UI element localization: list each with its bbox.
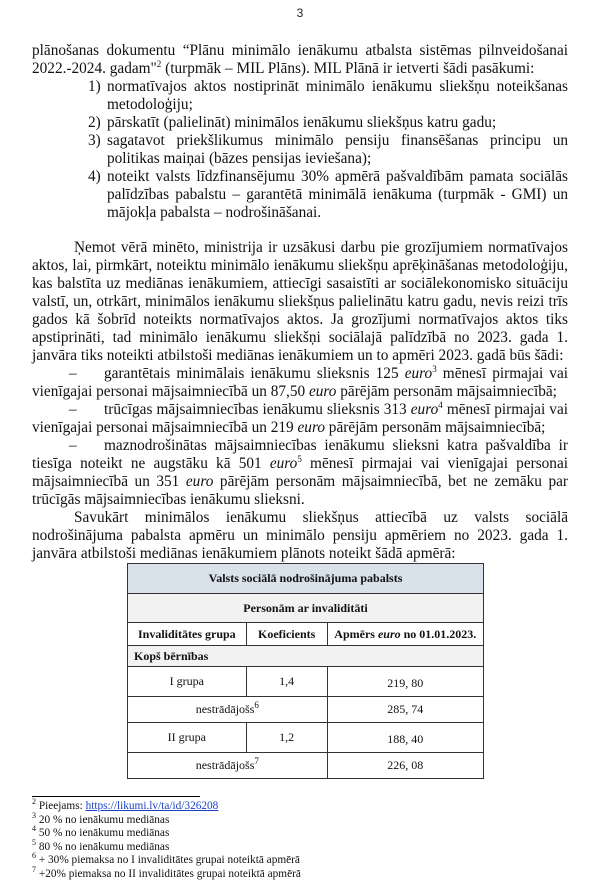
footnote-ref[interactable]: 6: [254, 700, 259, 710]
threshold-item: – trūcīgas mājsaimniecības ienākumu slieksnis 313 euro$^4$ mēnesī pirmajai vai vienīgajai personai mājsaimniecībā un 219 euro pārējām personām mājsaimniecībā;: [32, 399, 568, 436]
cell-label: nestrādājošs$^7$: [128, 753, 328, 779]
list-item: 4) noteikt valsts līdzfinansējumu 30% apmērā pašvaldībām pamata sociālās palīdzības pabalstu – garantētā minimālā ienākuma (turpmāk - GMI) un mājokļa pabalsta – nodrošināšanai.: [88, 168, 568, 221]
cell-coefficient: 1,2: [246, 723, 327, 753]
document-body: [32, 42, 568, 563]
threshold-item: – maznodrošinātas mājsaimniecības ienākumu slieksni katra pašvaldība ir tiesīga noteikt ne augstāku kā 501 euro$^5$ mēnesī pirmajai vai vienīgajai personai mājsaimniecībā un 351 euro pārējām personām mājsaimniecībā, bet ne zemāku par trūcīgās mājsaimniecības ienākumu slieksni.: [32, 437, 568, 508]
cell-group: I grupa: [128, 667, 247, 697]
cell-amount: 188, 40: [327, 723, 483, 753]
footnote: $^6$ + 30% piemaksa no I invaliditātes grupai noteiktā apmērā: [32, 851, 300, 867]
footnote: $^3$ 20 % no ienākumu mediānas: [32, 810, 170, 826]
pension-paragraph: Savukārt minimālos ienākumu sliekšņus attiecībā uz valsts sociālā nodrošinājuma pabalsta apmēru un minimālo pensiju apmēriem no 2023. gada 1. janvāra atbilstoši mediānas ienākumiem plānots noteikt šādā apmērā:: [32, 509, 568, 562]
table-row: [128, 723, 484, 753]
footnote-ref[interactable]: 4: [438, 399, 443, 410]
table-row: [128, 753, 484, 779]
page-number: 3: [296, 6, 304, 20]
column-header-coefficient: Koeficients: [246, 623, 327, 646]
section-label: Kopš bērnības: [128, 646, 484, 667]
cell-amount: 285, 74: [327, 697, 483, 723]
table-row: [128, 667, 484, 697]
table-section-row: [128, 646, 484, 667]
column-header-amount: Apmērs euro no 01.01.2023.: [327, 623, 483, 646]
cell-label: nestrādājošs$^6$: [128, 697, 328, 723]
footnote: $^2$ Pieejams: https://likumi.lv/ta/id/326208: [32, 797, 219, 812]
footnote-ref[interactable]: 7: [254, 756, 259, 766]
table-subtitle: Personām ar invaliditāti: [128, 594, 484, 623]
footnote-separator: [32, 796, 200, 797]
table-title: Valsts sociālā nodrošinājuma pabalsts: [128, 564, 484, 594]
column-header-group: Invaliditātes grupa: [128, 623, 247, 646]
cell-group: II grupa: [128, 723, 247, 753]
table-subtitle-row: [128, 594, 484, 623]
list-item: 2) pārskatīt (palielināt) minimālos ienākumu sliekšņus katru gadu;: [88, 114, 497, 131]
table-title-row: [128, 564, 484, 594]
list-item: 3) sagatavot priekšlikumus minimālo pensiju finansēšanas principu un politikas maiņai (bāzes pensijas ieviešana);: [88, 132, 568, 167]
ministry-paragraph: Ņemot vērā minēto, ministrija ir uzsākusi darbu pie grozījumiem normatīvajos aktos, lai, pirmkārt, noteiktu minimālo ienākumu sliekšņu aprēķināšanas metodoloģiju, kas balstīta uz mediānas ienākumiem, attiecīgi sasaistīti ar sociālekonomisko situāciju valstī, un, otrkārt, minimālos ienākumu sliekšņus palielinātu katru gadu, nevis reizi trīs gados kā šobrīd noteikts normatīvajos aktos. Ja grozījumi normatīvajos aktos tiks apstiprināti, tad minimālo ienākumu sliekšņi sociālajā palīdzībā no 2023. gada 1. janvāra tiks noteikti atbilstoši mediānas ienākumiem un to apmēri 2023. gadā būs šādi:: [32, 239, 568, 364]
measures-list: [32, 78, 568, 222]
footnote-ref[interactable]: 5: [297, 453, 302, 464]
footnotes: [32, 796, 572, 882]
table-header-row: [128, 623, 484, 646]
table-row: [128, 697, 484, 723]
intro-paragraph: plānošanas dokumentu “Plānu minimālo ienākumu atbalsta sistēmas pilnveidošanai 2022.-2024. gadam"$^2$ (turpmāk – MIL Plāns). MIL Plānā ir ietverti šādi pasākumi:: [32, 42, 568, 77]
footnote-ref[interactable]: 2: [156, 58, 162, 69]
benefit-table: [127, 563, 484, 779]
footnote-link[interactable]: https://likumi.lv/ta/id/326208: [85, 800, 219, 812]
footnote-ref[interactable]: 3: [432, 363, 437, 374]
footnote: $^4$ 50 % no ienākumu mediānas: [32, 824, 170, 840]
cell-coefficient: 1,4: [246, 667, 327, 697]
footnote: $^5$ 80 % no ienākumu mediānas: [32, 838, 170, 853]
footnote: $^7$ +20% piemaksa no II invaliditātes grupai noteiktā apmērā: [32, 865, 301, 880]
list-item: 1) normatīvajos aktos nostiprināt minimālo ienākumu sliekšņu noteikšanas metodoloģiju;: [88, 78, 568, 113]
threshold-item: – garantētais minimālais ienākumu slieksnis 125 euro$^3$ mēnesī pirmajai vai vienīgajai personai mājsaimniecībā un 87,50 euro pārējām personām mājsaimniecībā;: [32, 363, 569, 400]
cell-amount: 219, 80: [327, 667, 483, 697]
cell-amount: 226, 08: [327, 753, 483, 779]
